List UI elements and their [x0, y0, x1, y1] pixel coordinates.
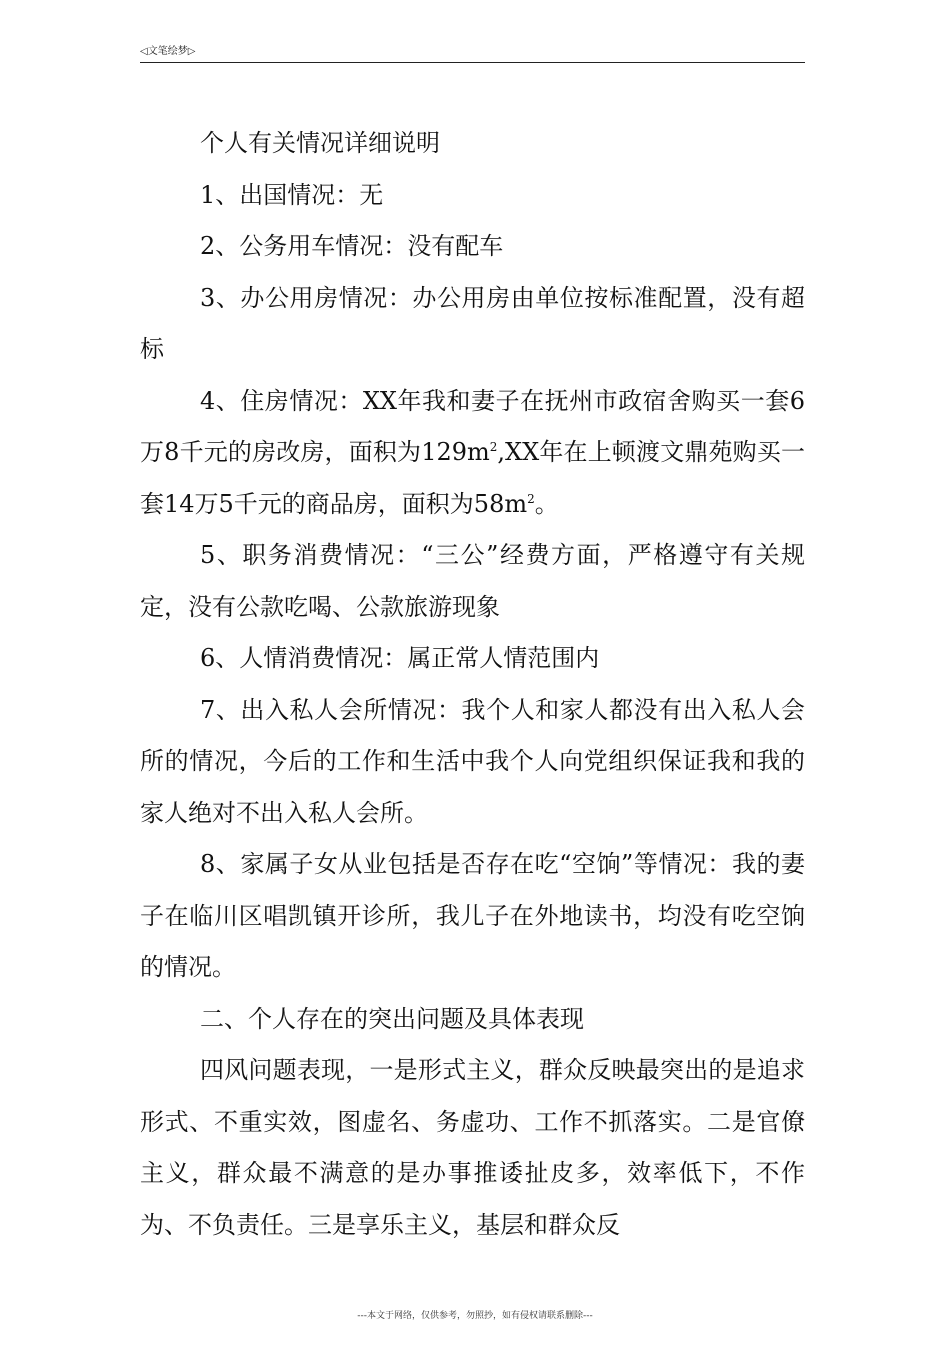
housing-text-b: ,XX年在上顿渡文鼎苑购买一套14万5千元的商品房，面积为58m: [140, 438, 805, 518]
item-family-employment: 8、家属子女从业包括是否存在吃“空饷”等情况：我的妻子在临川区唱凯镇开诊所，我儿子在外地读书，均没有吃空饷的情况。: [140, 850, 805, 981]
footer-disclaimer: ---本文于网络，仅供参考，勿照抄，如有侵权请联系删除---: [357, 1311, 593, 1321]
item-housing: [140, 376, 805, 531]
item-private-clubs: 7、出入私人会所情况：我个人和家人都没有出入私人会所的情况，今后的工作和生活中我个人向党组织保证我和我的家人绝对不出入私人会所。: [140, 695, 805, 827]
section2-body: 四风问题表现，一是形式主义，群众反映最突出的是追求形式、不重实效，图虚名、务虚功、工作不抓落实。二是官僚主义，群众最不满意的是办事推诿扯皮多，效率低下，不作为、不负责任。三是享乐主义，基层和群众反: [140, 1056, 805, 1239]
housing-superscript-b: 2: [527, 491, 535, 506]
housing-text-c: 。: [534, 489, 559, 518]
section2-heading: 二、个人存在的突出问题及具体表现: [200, 1004, 584, 1033]
item-social-consumption: 6、人情消费情况：属正常人情范围内: [200, 644, 600, 672]
housing-superscript-a: 2: [489, 440, 498, 454]
document-title: 个人有关情况详细说明: [200, 129, 440, 157]
housing-text-a: 4、住房情况：XX年我和妻子在抚州市政宿舍购买一套6万8千元的房改房，面积为129m: [140, 386, 805, 466]
item-official-car: 2、公务用车情况：没有配车: [200, 232, 504, 260]
header-watermark: ◁文笔绘梦▷: [140, 46, 196, 57]
header-divider: [140, 62, 805, 63]
item-duty-consumption: 5、职务消费情况：“三公”经费方面，严格遵守有关规定，没有公款吃喝、公款旅游现象: [140, 541, 805, 621]
item-office-space: 3、办公用房情况：办公用房由单位按标准配置，没有超标: [140, 283, 805, 363]
document-body: [140, 118, 805, 1251]
item-travel-abroad: 1、出国情况：无: [200, 180, 384, 209]
